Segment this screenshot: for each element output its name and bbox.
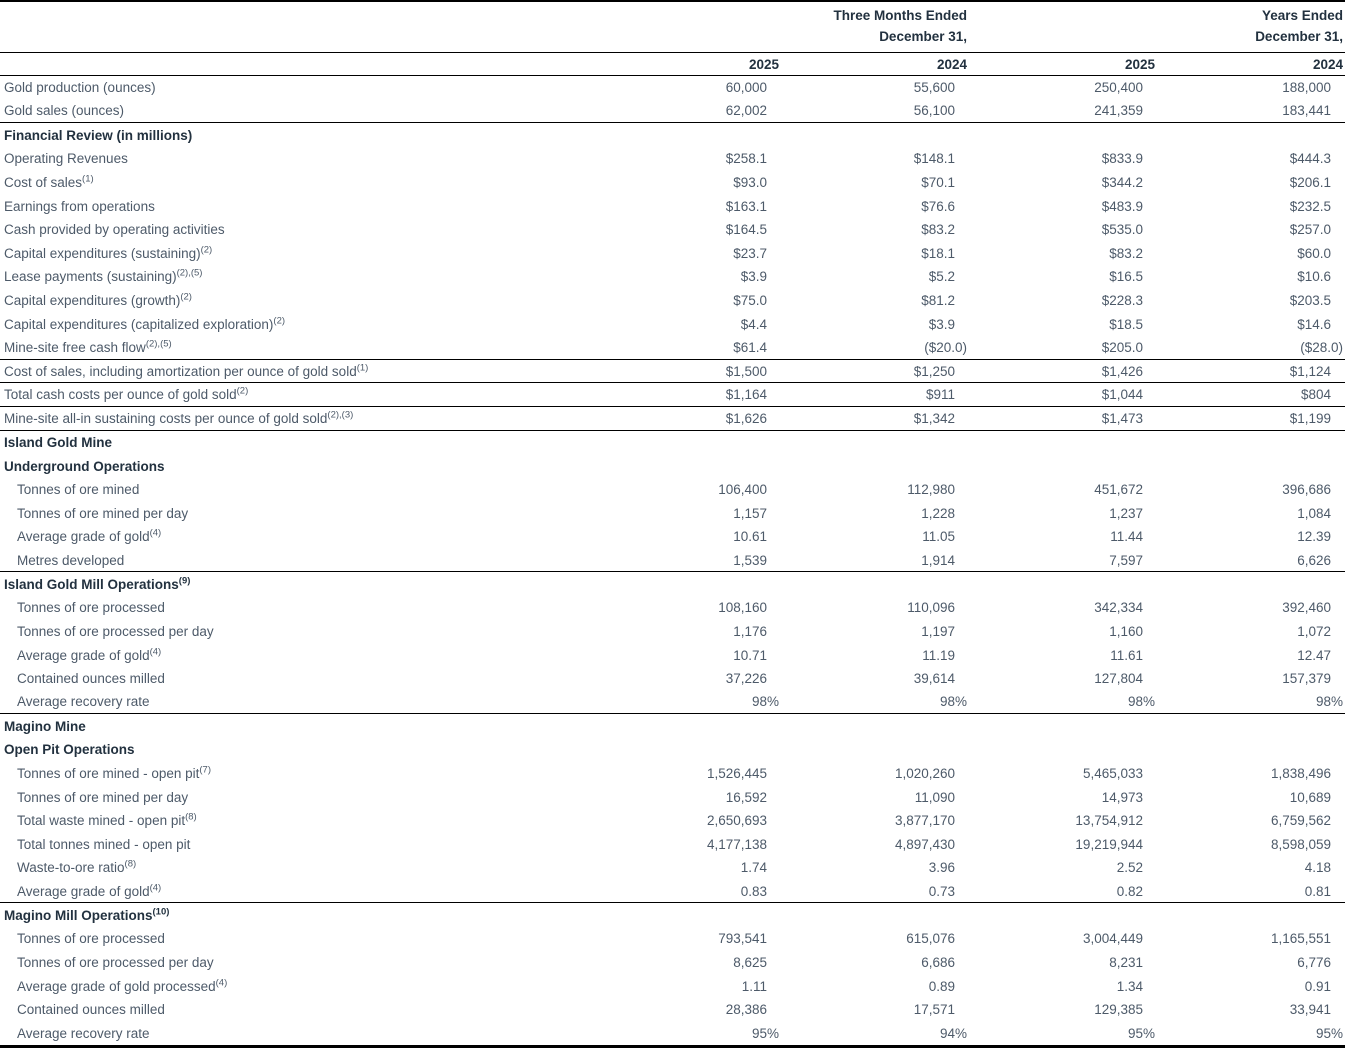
row-value: $4.4 — [740, 316, 767, 332]
row-label: Tonnes of ore processed — [17, 931, 165, 947]
row-label: Earnings from operations — [4, 198, 155, 214]
footnote-reference: (4) — [149, 529, 162, 539]
row-value: 28,386 — [725, 1002, 767, 1018]
row-value: 19,219,944 — [1075, 836, 1143, 852]
row-value: $206.1 — [1289, 174, 1331, 190]
row-value: $258.1 — [725, 151, 767, 167]
row-value: 0.81 — [1304, 883, 1331, 899]
row-value: 112,980 — [907, 482, 955, 498]
table-row — [0, 241, 1345, 265]
row-value: 0.91 — [1304, 978, 1331, 994]
row-label: Average grade of gold$^{(4)}$ — [17, 883, 162, 899]
row-label: Island Gold Mine — [4, 434, 113, 450]
table-row — [0, 974, 1345, 998]
table-row — [0, 809, 1345, 833]
row-value: 241,359 — [1094, 103, 1143, 119]
row-value: $60.0 — [1297, 245, 1331, 261]
row-value: 1,157 — [733, 505, 767, 521]
row-value: 183,441 — [1282, 103, 1331, 119]
row-label: Tonnes of ore mined per day — [17, 789, 189, 805]
years-ended-label: Years Ended — [1261, 8, 1343, 23]
row-value: 11,090 — [914, 789, 955, 805]
row-label: Contained ounces milled — [17, 671, 165, 687]
table-row — [0, 998, 1345, 1022]
row-label: Magino Mine — [4, 718, 86, 734]
row-value: 1,160 — [1109, 624, 1143, 640]
row-label: Average recovery rate — [17, 1025, 150, 1041]
table-row — [0, 880, 1345, 904]
footnote-reference: (2),(5) — [176, 269, 203, 279]
footnote-reference: (8) — [185, 813, 197, 823]
three-months-date-label: December 31, — [879, 29, 967, 44]
row-value: 13,754,912 — [1075, 813, 1143, 829]
table-row — [0, 927, 1345, 951]
row-value: 1,020,260 — [894, 765, 955, 781]
row-value: 1,165,551 — [1270, 931, 1331, 947]
row-value: $1,473 — [1101, 410, 1143, 426]
table-row — [0, 100, 1345, 124]
row-value: $1,426 — [1101, 363, 1143, 379]
row-value: 98% — [751, 694, 779, 710]
row-value: $833.9 — [1101, 151, 1143, 167]
row-value: 95% — [751, 1025, 779, 1041]
row-label: Average grade of gold processed$^{(4)}$ — [17, 978, 228, 994]
row-value: 1,914 — [921, 552, 955, 568]
row-value: $1,250 — [913, 363, 955, 379]
row-label: Capital expenditures (growth)$^{(2)}$ — [4, 293, 192, 309]
row-value: 1.11 — [741, 978, 767, 994]
table-row — [0, 502, 1345, 526]
row-label: Tonnes of ore processed per day — [17, 624, 214, 640]
table-row — [0, 454, 1345, 478]
year-column-header: 2025 — [1124, 56, 1155, 72]
row-value: 33,941 — [1289, 1002, 1331, 1018]
year-columns-row — [0, 53, 1345, 76]
table-row — [0, 76, 1345, 100]
row-label: Operating Revenues — [4, 151, 128, 167]
table-row — [0, 218, 1345, 242]
row-value: 4.18 — [1304, 860, 1331, 876]
row-label: Lease payments (sustaining)$^{(2),(5)}$ — [4, 269, 203, 285]
row-label: Tonnes of ore mined per day — [17, 505, 189, 521]
row-label: Island Gold Mill Operations$^{(9)}$ — [4, 576, 191, 592]
table-row — [0, 360, 1345, 384]
row-value: 3.96 — [928, 860, 955, 876]
row-value: 11.61 — [1110, 647, 1143, 663]
row-value: 1.74 — [740, 860, 767, 876]
table-row — [0, 762, 1345, 786]
table-row — [0, 549, 1345, 573]
row-label: Total cash costs per ounce of gold sold$^{(2)}$ — [4, 387, 249, 403]
table-row — [0, 714, 1345, 738]
row-value: $1,342 — [913, 410, 955, 426]
row-value: $257.0 — [1289, 222, 1331, 238]
table-row — [0, 785, 1345, 809]
table-row — [0, 336, 1345, 360]
row-value: $164.5 — [725, 222, 767, 238]
row-value: 98% — [1315, 694, 1343, 710]
table-row — [0, 289, 1345, 313]
table-row — [0, 691, 1345, 715]
year-column-header: 2024 — [1312, 56, 1343, 72]
row-value: $18.5 — [1109, 316, 1143, 332]
footnote-reference: (4) — [149, 647, 162, 658]
footnote-reference: (2) — [273, 316, 286, 327]
row-value: 392,460 — [1282, 600, 1331, 616]
row-value: 3,004,449 — [1082, 931, 1143, 947]
table-row — [0, 194, 1345, 218]
row-value: 14,973 — [1101, 789, 1143, 805]
row-value: 12.47 — [1297, 647, 1331, 663]
footnote-reference: (2),(3) — [327, 410, 354, 421]
row-value: $23.7 — [733, 245, 767, 261]
row-value: 8,598,059 — [1270, 836, 1331, 852]
table-row — [0, 407, 1345, 431]
table-row — [0, 147, 1345, 171]
row-value: 342,334 — [1094, 600, 1143, 616]
years-date-label: December 31, — [1255, 29, 1343, 44]
row-value: 1,539 — [733, 552, 767, 568]
table-row — [0, 856, 1345, 880]
row-value: $228.3 — [1101, 293, 1143, 309]
row-value: 6,776 — [1297, 955, 1331, 971]
row-value: 1,526,445 — [706, 765, 767, 781]
row-value: $1,044 — [1101, 387, 1143, 403]
row-value: 1.34 — [1116, 978, 1143, 994]
footnote-reference: (8) — [124, 860, 137, 870]
table-row — [0, 643, 1345, 667]
row-value: $804 — [1300, 387, 1331, 403]
row-value: $148.1 — [913, 151, 955, 167]
footnote-reference: (9) — [178, 576, 191, 587]
year-column-header: 2025 — [748, 56, 779, 72]
row-value: 250,400 — [1094, 80, 1143, 96]
row-label: Tonnes of ore mined — [17, 482, 140, 498]
footnote-reference: (2) — [236, 387, 249, 397]
row-value: $1,124 — [1289, 363, 1331, 379]
row-label: Mine-site all-in sustaining costs per ounce of gold sold$^{(2),(3)}$ — [4, 410, 354, 426]
row-value: 615,076 — [906, 931, 955, 947]
row-value: 108,160 — [718, 600, 767, 616]
table-row — [0, 383, 1345, 407]
row-value: 60,000 — [725, 80, 767, 96]
row-value: 16,592 — [725, 789, 767, 805]
footnote-reference: (1) — [82, 174, 94, 185]
row-value: 6,626 — [1297, 552, 1331, 568]
row-value: $16.5 — [1109, 269, 1143, 285]
row-value: $1,164 — [725, 387, 767, 403]
footnote-reference: (1) — [356, 363, 369, 373]
table-row — [0, 738, 1345, 762]
row-value: 11.19 — [922, 647, 955, 663]
row-label: Cost of sales, including amortization per ounce of gold sold$^{(1)}$ — [4, 363, 369, 379]
table-row — [0, 596, 1345, 620]
row-label: Waste-to-ore ratio$^{(8)}$ — [17, 860, 137, 876]
row-value: $205.0 — [1101, 339, 1143, 355]
row-value: 11.05 — [922, 529, 955, 545]
row-value: 1,838,496 — [1270, 765, 1331, 781]
footnote-reference: (10) — [152, 907, 170, 918]
row-label: Open Pit Operations — [4, 742, 135, 758]
row-value: 11.44 — [1110, 529, 1143, 545]
row-label: Tonnes of ore processed per day — [17, 955, 214, 971]
row-value: 110,096 — [907, 600, 955, 616]
row-value: 1,072 — [1297, 624, 1331, 640]
row-label: Capital expenditures (capitalized exploration)$^{(2)}$ — [4, 316, 286, 332]
footnote-reference: (4) — [149, 883, 162, 894]
row-label: Total waste mined - open pit$^{(8)}$ — [17, 813, 197, 829]
table-row — [0, 667, 1345, 691]
row-value: ($28.0) — [1300, 339, 1343, 355]
row-value: 10.71 — [733, 647, 767, 663]
row-value: $93.0 — [733, 174, 767, 190]
row-value: 129,385 — [1094, 1002, 1143, 1018]
table-row — [0, 572, 1345, 596]
year-column-header: 2024 — [936, 56, 967, 72]
row-value: 2.52 — [1116, 860, 1143, 876]
row-value: 451,672 — [1094, 482, 1143, 498]
table-row — [0, 620, 1345, 644]
row-value: 37,226 — [725, 671, 767, 687]
row-value: $232.5 — [1289, 198, 1331, 214]
row-value: 8,625 — [733, 955, 767, 971]
row-value: 4,177,138 — [706, 836, 767, 852]
row-value: 10.61 — [733, 529, 767, 545]
row-label: Gold production (ounces) — [4, 80, 156, 96]
row-value: $10.6 — [1297, 269, 1331, 285]
row-value: 0.82 — [1116, 883, 1143, 899]
row-value: 106,400 — [718, 482, 767, 498]
three-months-ended-label: Three Months Ended — [833, 8, 967, 23]
row-label: Contained ounces milled — [17, 1002, 165, 1018]
row-value: 17,571 — [913, 1002, 955, 1018]
row-value: 1,197 — [921, 624, 955, 640]
row-value: 7,597 — [1109, 552, 1143, 568]
row-value: $911 — [925, 387, 955, 403]
table-row — [0, 265, 1345, 289]
row-value: $483.9 — [1101, 198, 1143, 214]
row-label: Average recovery rate — [17, 694, 150, 710]
row-value: 1,237 — [1109, 505, 1143, 521]
row-value: 10,689 — [1289, 789, 1331, 805]
row-value: $344.2 — [1101, 174, 1143, 190]
table-row — [0, 1022, 1345, 1046]
row-label: Underground Operations — [4, 458, 165, 474]
row-value: 95% — [1127, 1025, 1155, 1041]
row-value: 95% — [1315, 1025, 1343, 1041]
row-value: 8,231 — [1109, 955, 1143, 971]
row-value: $70.1 — [921, 174, 955, 190]
table-row — [0, 171, 1345, 195]
row-value: $3.9 — [928, 316, 955, 332]
row-label: Tonnes of ore mined - open pit$^{(7)}$ — [17, 765, 211, 781]
row-value: 94% — [939, 1025, 967, 1041]
row-value: 1,176 — [733, 624, 767, 640]
row-value: ($20.0) — [924, 339, 967, 355]
table-row — [0, 903, 1345, 927]
row-value: $61.4 — [733, 339, 767, 355]
row-value: 1,228 — [921, 505, 955, 521]
row-value: $81.2 — [921, 293, 955, 309]
row-value: $3.9 — [740, 269, 767, 285]
table-row — [0, 525, 1345, 549]
row-value: $535.0 — [1101, 222, 1143, 238]
row-value: $83.2 — [921, 222, 955, 238]
row-value: $75.0 — [733, 293, 767, 309]
row-label: Average grade of gold$^{(4)}$ — [17, 647, 162, 663]
row-value: $1,500 — [725, 363, 767, 379]
row-label: Gold sales (ounces) — [4, 103, 125, 119]
row-value: 188,000 — [1282, 80, 1331, 96]
row-value: $18.1 — [921, 245, 955, 261]
period-header-line2 — [0, 26, 1345, 47]
row-value: 56,100 — [913, 103, 955, 119]
table-row — [0, 951, 1345, 975]
table-row — [0, 312, 1345, 336]
row-value: 62,002 — [725, 103, 767, 119]
table-body — [0, 76, 1345, 1045]
row-value: 4,897,430 — [894, 836, 955, 852]
row-value: 12.39 — [1297, 529, 1331, 545]
row-label: Total tonnes mined - open pit — [17, 836, 191, 852]
table-row — [0, 478, 1345, 502]
row-label: Capital expenditures (sustaining)$^{(2)}$ — [4, 245, 213, 261]
row-value: $203.5 — [1289, 293, 1331, 309]
row-label: Cost of sales$^{(1)}$ — [4, 174, 94, 190]
footnote-reference: (2),(5) — [145, 339, 172, 350]
row-label: Average grade of gold$^{(4)}$ — [17, 529, 162, 545]
period-header-line1 — [0, 5, 1345, 26]
row-value: 39,614 — [913, 671, 955, 687]
row-label: Metres developed — [17, 552, 125, 568]
row-value: 2,650,693 — [706, 813, 767, 829]
row-value: $444.3 — [1289, 151, 1331, 167]
row-value: 98% — [1127, 694, 1155, 710]
row-label: Magino Mill Operations$^{(10)}$ — [4, 907, 170, 923]
row-value: $76.6 — [921, 198, 955, 214]
row-value: $1,626 — [725, 410, 767, 426]
row-label: Mine-site free cash flow$^{(2),(5)}$ — [4, 339, 172, 355]
row-value: $5.2 — [928, 269, 955, 285]
row-value: $163.1 — [725, 198, 767, 214]
table-row — [0, 123, 1345, 147]
row-value: 127,804 — [1094, 671, 1143, 687]
row-value: 157,379 — [1282, 671, 1331, 687]
row-value: $1,199 — [1289, 410, 1331, 426]
row-value: 3,877,170 — [894, 813, 955, 829]
table-period-header — [0, 2, 1345, 53]
row-label: Tonnes of ore processed — [17, 600, 165, 616]
table-row — [0, 431, 1345, 455]
footnote-reference: (2) — [200, 245, 213, 256]
row-value: 5,465,033 — [1082, 765, 1143, 781]
row-value: 1,084 — [1297, 505, 1331, 521]
row-label: Cash provided by operating activities — [4, 222, 225, 238]
row-value: 0.89 — [928, 978, 955, 994]
row-value: $14.6 — [1297, 316, 1331, 332]
footnote-reference: (2) — [180, 293, 192, 303]
footnote-reference: (7) — [199, 765, 211, 776]
row-value: 6,686 — [921, 955, 955, 971]
row-value: 6,759,562 — [1270, 813, 1331, 829]
row-value: 0.73 — [928, 883, 955, 899]
row-value: 396,686 — [1282, 482, 1331, 498]
footnote-reference: (4) — [215, 978, 228, 989]
row-value: $83.2 — [1109, 245, 1143, 261]
row-value: 55,600 — [913, 80, 955, 96]
row-value: 793,541 — [718, 931, 767, 947]
table-row — [0, 833, 1345, 857]
row-value: 0.83 — [740, 883, 767, 899]
row-label: Financial Review (in millions) — [4, 127, 193, 143]
row-value: 98% — [939, 694, 967, 710]
